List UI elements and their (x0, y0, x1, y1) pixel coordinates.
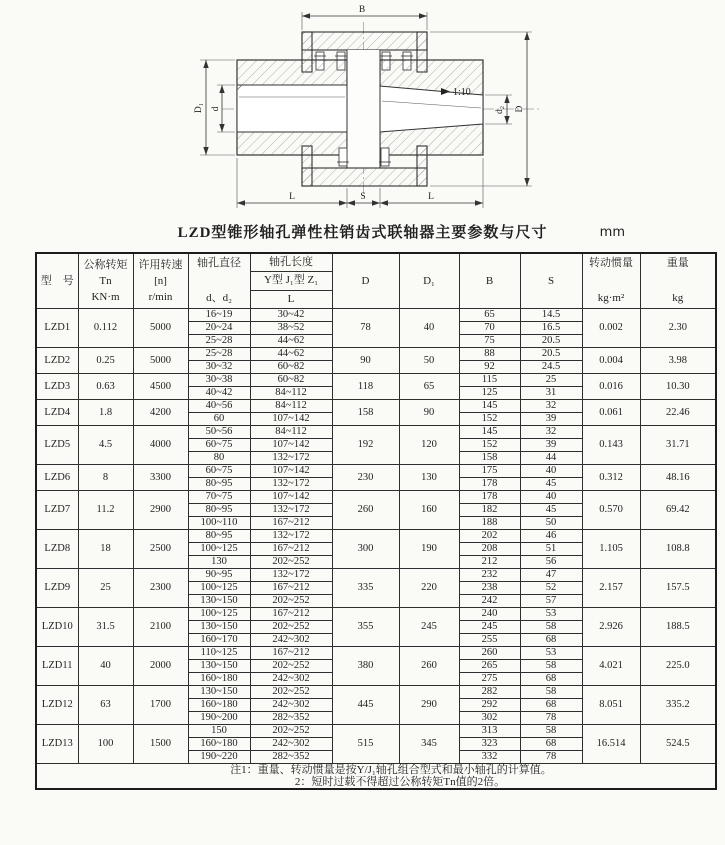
cell-D1: 50 (399, 348, 459, 374)
cell-S: 53 (520, 608, 582, 621)
cell-bore-length: 202~252 (250, 595, 332, 608)
table-row (36, 348, 716, 361)
cell-B: 88 (459, 348, 520, 361)
cell-bore-length: 167~212 (250, 582, 332, 595)
notes-cell (36, 764, 716, 790)
cell-bore-diameter: 100~125 (188, 543, 250, 556)
cell-inertia: 0.143 (582, 426, 640, 465)
table-row (36, 491, 716, 504)
cell-bore-length: 202~252 (250, 621, 332, 634)
cell-B: 282 (459, 686, 520, 699)
col-header-torque: 公称转矩 Tn KN·m (78, 253, 133, 309)
cell-speed: 4000 (133, 426, 188, 465)
cell-inertia: 0.016 (582, 374, 640, 400)
cell-B: 152 (459, 413, 520, 426)
cell-B: 323 (459, 738, 520, 751)
cell-S: 45 (520, 478, 582, 491)
cell-bore-diameter: 80~95 (188, 504, 250, 517)
cell-S: 68 (520, 673, 582, 686)
cell-bore-diameter: 80~95 (188, 530, 250, 543)
cell-inertia: 8.051 (582, 686, 640, 725)
cell-torque: 25 (78, 569, 133, 608)
cell-model: LZD11 (36, 647, 78, 686)
cell-S: 52 (520, 582, 582, 595)
cell-bore-length: 132~172 (250, 530, 332, 543)
cell-bore-length: 38~52 (250, 322, 332, 335)
cell-S: 46 (520, 530, 582, 543)
cell-bore-length: 167~212 (250, 647, 332, 660)
cell-B: 208 (459, 543, 520, 556)
cell-weight: 524.5 (640, 725, 716, 764)
cell-D: 380 (332, 647, 399, 686)
cell-bore-diameter: 40~42 (188, 387, 250, 400)
cell-bore-diameter: 130~150 (188, 595, 250, 608)
technical-drawing (0, 0, 725, 218)
cell-S: 68 (520, 738, 582, 751)
cell-D1: 345 (399, 725, 459, 764)
cell-S: 45 (520, 504, 582, 517)
cell-B: 175 (459, 465, 520, 478)
cell-inertia: 0.312 (582, 465, 640, 491)
cell-bore-diameter: 160~180 (188, 673, 250, 686)
cell-D: 78 (332, 309, 399, 348)
cell-D1: 245 (399, 608, 459, 647)
cell-B: 260 (459, 647, 520, 660)
cell-S: 40 (520, 491, 582, 504)
cell-B: 240 (459, 608, 520, 621)
cell-D1: 90 (399, 400, 459, 426)
cell-D1: 120 (399, 426, 459, 465)
cell-S: 51 (520, 543, 582, 556)
cell-bore-length: 167~212 (250, 543, 332, 556)
cell-model: LZD9 (36, 569, 78, 608)
cell-torque: 11.2 (78, 491, 133, 530)
cell-bore-diameter: 130~150 (188, 660, 250, 673)
cell-torque: 100 (78, 725, 133, 764)
cell-inertia: 2.926 (582, 608, 640, 647)
cell-bore-length: 84~112 (250, 400, 332, 413)
cell-B: 242 (459, 595, 520, 608)
cell-model: LZD2 (36, 348, 78, 374)
cell-B: 332 (459, 751, 520, 764)
cell-bore-length: 30~42 (250, 309, 332, 322)
cell-B: 75 (459, 335, 520, 348)
cell-bore-diameter: 110~125 (188, 647, 250, 660)
col-header-model-label: 型 号 (40, 274, 74, 287)
table-row (36, 400, 716, 413)
cell-weight: 188.5 (640, 608, 716, 647)
cell-bore-length: 107~142 (250, 465, 332, 478)
cell-B: 70 (459, 322, 520, 335)
table-row (36, 725, 716, 738)
cell-bore-length: 107~142 (250, 491, 332, 504)
cell-D: 118 (332, 374, 399, 400)
cell-bore-length: 132~172 (250, 452, 332, 465)
cell-speed: 5000 (133, 309, 188, 348)
table-row (36, 309, 716, 322)
cell-bore-length: 84~112 (250, 426, 332, 439)
cell-inertia: 1.105 (582, 530, 640, 569)
cell-S: 47 (520, 569, 582, 582)
cell-B: 188 (459, 517, 520, 530)
cell-B: 158 (459, 452, 520, 465)
col-header-S: S (520, 253, 582, 309)
cell-D1: 160 (399, 491, 459, 530)
cell-bore-length: 282~352 (250, 751, 332, 764)
cell-bore-diameter: 100~110 (188, 517, 250, 530)
cell-S: 20.5 (520, 335, 582, 348)
cell-torque: 1.8 (78, 400, 133, 426)
cell-bore-length: 242~302 (250, 738, 332, 751)
cell-bore-length: 202~252 (250, 686, 332, 699)
cell-bore-diameter: 25~28 (188, 335, 250, 348)
cell-bore-length: 107~142 (250, 413, 332, 426)
cell-bore-diameter: 160~180 (188, 738, 250, 751)
cell-B: 92 (459, 361, 520, 374)
cell-B: 202 (459, 530, 520, 543)
cell-inertia: 0.570 (582, 491, 640, 530)
cell-B: 232 (459, 569, 520, 582)
cell-torque: 8 (78, 465, 133, 491)
title-row (0, 218, 725, 252)
cell-speed: 2300 (133, 569, 188, 608)
cell-B: 115 (459, 374, 520, 387)
left-hub (237, 60, 347, 155)
cell-model: LZD3 (36, 374, 78, 400)
cell-speed: 2900 (133, 491, 188, 530)
cell-bore-length: 167~212 (250, 517, 332, 530)
cell-inertia: 0.061 (582, 400, 640, 426)
cell-model: LZD4 (36, 400, 78, 426)
dim-label-d2: d₂ (495, 105, 505, 115)
cell-S: 24.5 (520, 361, 582, 374)
cell-bore-length: 132~172 (250, 569, 332, 582)
cell-S: 39 (520, 413, 582, 426)
table-row (36, 569, 716, 582)
cell-model: LZD1 (36, 309, 78, 348)
col-header-inertia: 转动惯量 kg·m² (582, 253, 640, 309)
cell-model: LZD7 (36, 491, 78, 530)
cell-S: 58 (520, 621, 582, 634)
page-title: LZD型锥形轴孔弹性柱销齿式联轴器主要参数与尺寸 (177, 225, 548, 241)
cell-inertia: 16.514 (582, 725, 640, 764)
header-row (36, 253, 716, 272)
dim-label-B: B (358, 5, 366, 15)
cell-D: 158 (332, 400, 399, 426)
table-row (36, 647, 716, 660)
cell-torque: 63 (78, 686, 133, 725)
col-header-speed: 许用转速 [n] r/min (133, 253, 188, 309)
cell-bore-diameter: 90~95 (188, 569, 250, 582)
cell-S: 78 (520, 712, 582, 725)
cell-D1: 290 (399, 686, 459, 725)
cell-S: 16.5 (520, 322, 582, 335)
cell-torque: 4.5 (78, 426, 133, 465)
cell-model: LZD5 (36, 426, 78, 465)
cell-bore-length: 282~352 (250, 712, 332, 725)
cell-bore-diameter: 160~180 (188, 699, 250, 712)
cell-S: 68 (520, 634, 582, 647)
cell-B: 265 (459, 660, 520, 673)
shaft-gap (347, 50, 380, 168)
cell-B: 255 (459, 634, 520, 647)
cell-B: 275 (459, 673, 520, 686)
cell-S: 68 (520, 699, 582, 712)
cell-bore-length: 44~62 (250, 348, 332, 361)
cell-bore-diameter: 100~125 (188, 582, 250, 595)
cell-weight: 48.16 (640, 465, 716, 491)
cell-bore-diameter: 190~200 (188, 712, 250, 725)
cell-bore-diameter: 60 (188, 413, 250, 426)
cell-bore-length: 84~112 (250, 387, 332, 400)
cell-weight: 225.0 (640, 647, 716, 686)
cell-bore-length: 132~172 (250, 478, 332, 491)
table-row (36, 374, 716, 387)
cell-weight: 157.5 (640, 569, 716, 608)
taper-label: 1:10 (453, 87, 471, 98)
cell-S: 32 (520, 426, 582, 439)
cell-D: 355 (332, 608, 399, 647)
cell-model: LZD13 (36, 725, 78, 764)
cell-weight: 335.2 (640, 686, 716, 725)
cell-model: LZD8 (36, 530, 78, 569)
cell-S: 57 (520, 595, 582, 608)
col-header-bore-length-L: L (250, 290, 332, 308)
cell-bore-diameter: 100~125 (188, 608, 250, 621)
cell-B: 65 (459, 309, 520, 322)
cell-torque: 0.112 (78, 309, 133, 348)
cell-inertia: 2.157 (582, 569, 640, 608)
cell-inertia: 0.002 (582, 309, 640, 348)
cell-D1: 40 (399, 309, 459, 348)
cell-B: 152 (459, 439, 520, 452)
cell-B: 178 (459, 491, 520, 504)
cell-torque: 31.5 (78, 608, 133, 647)
cell-inertia: 0.004 (582, 348, 640, 374)
right-hub (380, 60, 483, 155)
cell-B: 125 (459, 387, 520, 400)
dim-label-L-left: L (289, 192, 295, 202)
dim-label-D: D (515, 105, 525, 113)
cell-model: LZD6 (36, 465, 78, 491)
cell-bore-diameter: 16~19 (188, 309, 250, 322)
cell-S: 40 (520, 465, 582, 478)
cell-weight: 10.30 (640, 374, 716, 400)
cell-D: 300 (332, 530, 399, 569)
cell-bore-length: 242~302 (250, 699, 332, 712)
cell-bore-diameter: 60~75 (188, 439, 250, 452)
cell-bore-diameter: 30~38 (188, 374, 250, 387)
cell-bore-length: 132~172 (250, 504, 332, 517)
cell-S: 44 (520, 452, 582, 465)
cell-D1: 260 (399, 647, 459, 686)
col-header-model (36, 253, 78, 309)
cell-B: 145 (459, 400, 520, 413)
col-header-B: B (459, 253, 520, 309)
cell-B: 302 (459, 712, 520, 725)
cell-B: 238 (459, 582, 520, 595)
cell-B: 182 (459, 504, 520, 517)
cell-bore-diameter: 190~220 (188, 751, 250, 764)
cell-torque: 40 (78, 647, 133, 686)
cell-speed: 2100 (133, 608, 188, 647)
cell-bore-length: 60~82 (250, 361, 332, 374)
notes-row (36, 764, 716, 790)
cell-bore-diameter: 30~32 (188, 361, 250, 374)
cell-D1: 220 (399, 569, 459, 608)
cell-model: LZD10 (36, 608, 78, 647)
cell-D: 515 (332, 725, 399, 764)
cell-S: 78 (520, 751, 582, 764)
cell-bore-diameter: 150 (188, 725, 250, 738)
cell-speed: 2000 (133, 647, 188, 686)
table-row (36, 608, 716, 621)
col-header-D: D (332, 253, 399, 309)
cell-weight: 2.30 (640, 309, 716, 348)
cell-D: 90 (332, 348, 399, 374)
dim-label-d: d (211, 106, 221, 112)
cell-bore-diameter: 70~75 (188, 491, 250, 504)
cell-S: 53 (520, 647, 582, 660)
table-row (36, 686, 716, 699)
cell-bore-diameter: 20~24 (188, 322, 250, 335)
cell-bore-diameter: 60~75 (188, 465, 250, 478)
cell-weight: 22.46 (640, 400, 716, 426)
table-row (36, 426, 716, 439)
cell-S: 50 (520, 517, 582, 530)
parameter-table (35, 252, 717, 790)
cell-weight: 31.71 (640, 426, 716, 465)
cell-B: 178 (459, 478, 520, 491)
cell-weight: 3.98 (640, 348, 716, 374)
cell-inertia: 4.021 (582, 647, 640, 686)
cell-D: 230 (332, 465, 399, 491)
cell-D1: 65 (399, 374, 459, 400)
cell-bore-length: 107~142 (250, 439, 332, 452)
cell-S: 20.5 (520, 348, 582, 361)
cell-bore-diameter: 130 (188, 556, 250, 569)
cell-bore-diameter: 160~170 (188, 634, 250, 647)
cell-B: 245 (459, 621, 520, 634)
cell-bore-diameter: 130~150 (188, 621, 250, 634)
cell-torque: 0.63 (78, 374, 133, 400)
table-row (36, 530, 716, 543)
table-body (36, 309, 716, 764)
cell-S: 31 (520, 387, 582, 400)
col-header-bore-length: 轴孔长度 (250, 253, 332, 272)
cell-speed: 3300 (133, 465, 188, 491)
cell-S: 14.5 (520, 309, 582, 322)
cell-bore-diameter: 80~95 (188, 478, 250, 491)
cell-D: 260 (332, 491, 399, 530)
cell-S: 25 (520, 374, 582, 387)
cell-speed: 5000 (133, 348, 188, 374)
cell-S: 58 (520, 725, 582, 738)
cell-S: 58 (520, 660, 582, 673)
cell-S: 39 (520, 439, 582, 452)
cell-bore-diameter: 50~56 (188, 426, 250, 439)
cell-speed: 2500 (133, 530, 188, 569)
cell-D: 192 (332, 426, 399, 465)
cell-speed: 1500 (133, 725, 188, 764)
cell-D: 335 (332, 569, 399, 608)
cell-bore-diameter: 80 (188, 452, 250, 465)
cell-S: 32 (520, 400, 582, 413)
dim-label-S: S (360, 192, 366, 202)
note-2: 2：短时过载不得超过公称转矩Tn值的2倍。 (294, 776, 506, 788)
cell-bore-diameter: 130~150 (188, 686, 250, 699)
dim-label-L-right: L (428, 192, 434, 202)
cell-weight: 69.42 (640, 491, 716, 530)
cell-D1: 190 (399, 530, 459, 569)
cell-bore-length: 202~252 (250, 556, 332, 569)
cell-B: 212 (459, 556, 520, 569)
table-row (36, 465, 716, 478)
coupling-section-drawing (0, 0, 725, 218)
dim-label-D1: D₁ (194, 102, 204, 114)
cell-S: 58 (520, 686, 582, 699)
cell-torque: 0.25 (78, 348, 133, 374)
cell-torque: 18 (78, 530, 133, 569)
cell-bore-diameter: 25~28 (188, 348, 250, 361)
cell-B: 292 (459, 699, 520, 712)
col-header-bore-diameter: 轴孔直径 d、d₂ (188, 253, 250, 309)
cell-speed: 4500 (133, 374, 188, 400)
col-header-D1: D₁ (399, 253, 459, 309)
col-header-bore-length-types: Y型 J₁型 Z₁ (250, 272, 332, 290)
cell-weight: 108.8 (640, 530, 716, 569)
cell-D1: 130 (399, 465, 459, 491)
cell-bore-length: 167~212 (250, 608, 332, 621)
cell-bore-diameter: 40~56 (188, 400, 250, 413)
cell-bore-length: 60~82 (250, 374, 332, 387)
cell-speed: 1700 (133, 686, 188, 725)
cell-model: LZD12 (36, 686, 78, 725)
cell-bore-length: 202~252 (250, 660, 332, 673)
cell-bore-length: 44~62 (250, 335, 332, 348)
cell-bore-length: 242~302 (250, 634, 332, 647)
cell-D: 445 (332, 686, 399, 725)
cell-bore-length: 242~302 (250, 673, 332, 686)
unit-label: mm (599, 225, 625, 240)
cell-S: 56 (520, 556, 582, 569)
note-1: 注1：重量、转动惯量是按Y/J₁轴孔组合型式和最小轴孔的计算值。 (230, 764, 552, 776)
cell-B: 145 (459, 426, 520, 439)
cell-bore-length: 202~252 (250, 725, 332, 738)
cell-B: 313 (459, 725, 520, 738)
cell-speed: 4200 (133, 400, 188, 426)
col-header-weight: 重量 kg (640, 253, 716, 309)
